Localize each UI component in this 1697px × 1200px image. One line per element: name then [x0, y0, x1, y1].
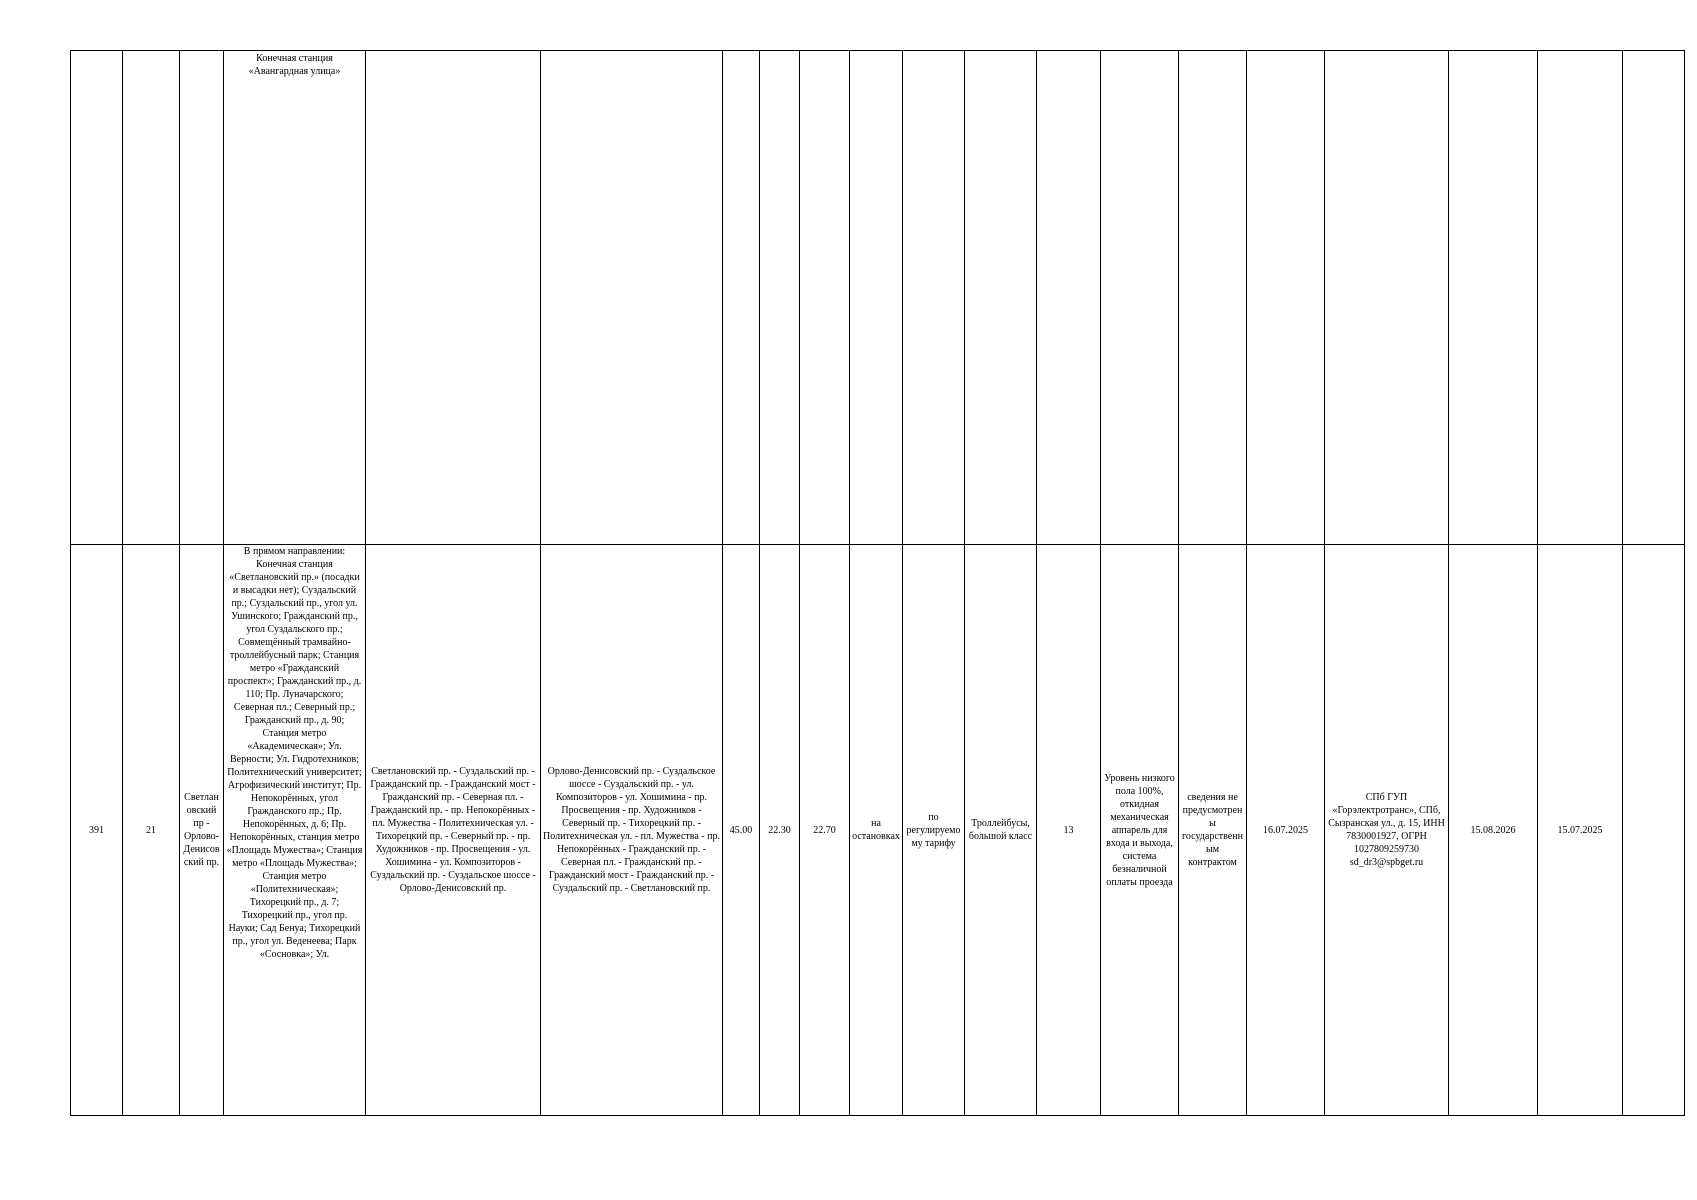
table-row-route-391: [71, 545, 1685, 1116]
cell-contract: [1179, 51, 1247, 545]
cell-carrier: СПб ГУП «Горэлектротранс», СПб, Сызранская ул., д. 15, ИНН 7830001927, ОГРН 1027809259730 sd_dr3@spbget.ru: [1325, 545, 1449, 1116]
cell-date-last: [1538, 51, 1623, 545]
cell-streets-backward: [541, 51, 723, 545]
cell-date-change: 15.08.2026: [1449, 545, 1538, 1116]
stops-text: В прямом направлении: Конечная станция «Светлановский пр.» (посадки и высадки нет); Суздальский пр.; Суздальский пр., угол ул. Ушинского; Гражданский пр., угол Суздальского пр.; Совмещённый трамвайно-троллейбусный парк; Станция метро «Гражданский проспект»; Гражданский пр., д. 110; Пр. Луначарского; Северная пл.; Северный пр.; Гражданский пр., д. 90; Станция метро «Академическая»; Ул. Верности; Ул. Гидротехников; Политехнический университет; Агрофизический институт; Пр. Непокорённых, угол Гражданского пр.; Пр. Непокорённых, д. 6; Пр. Непокорённых, станция метро «Площадь Мужества»; Станция метро «Площадь Мужества»; Станция метро «Политехническая»; Тихорецкий пр., д. 7; Тихорецкий пр., угол пр. Науки; Сад Бенуа; Тихорецкий пр., угол ул. Веденеева; Парк «Сосновка»; Ул.: [226, 546, 363, 960]
cell-carrier: [1325, 51, 1449, 545]
cell-route-number: 21: [123, 545, 180, 1116]
route-registry-table: [70, 50, 1685, 1116]
cell-length-total: 22.70: [800, 545, 850, 1116]
cell-reg-number: 391: [71, 545, 123, 1116]
cell-streets-forward: [366, 51, 541, 545]
cell-streets-backward: Орлово-Денисовский пр. - Суздальское шоссе - Суздальский пр. - ул. Композиторов - ул. Хошимина - пр. Просвещения - пр. Художников - Северный пр. - Тихорецкий пр. - Политехническая ул. - пл. Мужества - пр. Непокорённых - Гражданский пр. - Северная пл. - Гражданский пр. - Гражданский мост - Гражданский пр. - Суздальский пр. - Светлановский пр.: [541, 545, 723, 1116]
cell-route-name: Светлановский пр - Орлово-Денисовский пр.: [180, 545, 224, 1116]
cell-stops-tail: [224, 51, 366, 545]
cell-vehicle-type: [965, 51, 1037, 545]
cell-vehicle-count: [1037, 51, 1101, 545]
cell-vehicle-count: 13: [1037, 545, 1101, 1116]
cell-stop-order: на остановках: [850, 545, 903, 1116]
cell-route-number: [123, 51, 180, 545]
table-row-continuation: [71, 51, 1685, 545]
cell-length-backward: 22.30: [760, 545, 800, 1116]
cell-date-last: 15.07.2025: [1538, 545, 1623, 1116]
cell-date-change: [1449, 51, 1538, 545]
cell-eco: [1101, 51, 1179, 545]
cell-start-date: [1247, 51, 1325, 545]
cell-reg-number: [71, 51, 123, 545]
cell-length-total: [800, 51, 850, 545]
cell-tariff: по регулируемому тарифу: [903, 545, 965, 1116]
cell-vehicle-type: Троллейбусы, большой класс: [965, 545, 1037, 1116]
cell-length-backward: [760, 51, 800, 545]
cell-length-forward: 45.00: [723, 545, 760, 1116]
cell-length-forward: [723, 51, 760, 545]
cell-contract: сведения не предусмотрены государственным контрактом: [1179, 545, 1247, 1116]
cell-stops: [224, 545, 366, 1116]
cell-start-date: 16.07.2025: [1247, 545, 1325, 1116]
stops-tail-text: Конечная станция «Авангардная улица»: [248, 53, 341, 77]
cell-route-name: [180, 51, 224, 545]
cell-tariff: [903, 51, 965, 545]
cell-extra: [1623, 51, 1685, 545]
cell-streets-forward: Светлановский пр. - Суздальский пр. - Гражданский пр. - Гражданский мост - Гражданский пр. - Северная пл. - Гражданский пр. - пр. Непокорённых - пл. Мужества - Политехническая ул. - Тихорецкий пр. - Северный пр. - пр. Художников - пр. Просвещения - ул. Хошимина - ул. Композиторов - Суздальский пр. - Суздальское шоссе - Орлово-Денисовский пр.: [366, 545, 541, 1116]
cell-extra: [1623, 545, 1685, 1116]
cell-stop-order: [850, 51, 903, 545]
cell-eco: Уровень низкого пола 100%, откидная механическая аппарель для входа и выхода, система безналичной оплаты проезда: [1101, 545, 1179, 1116]
